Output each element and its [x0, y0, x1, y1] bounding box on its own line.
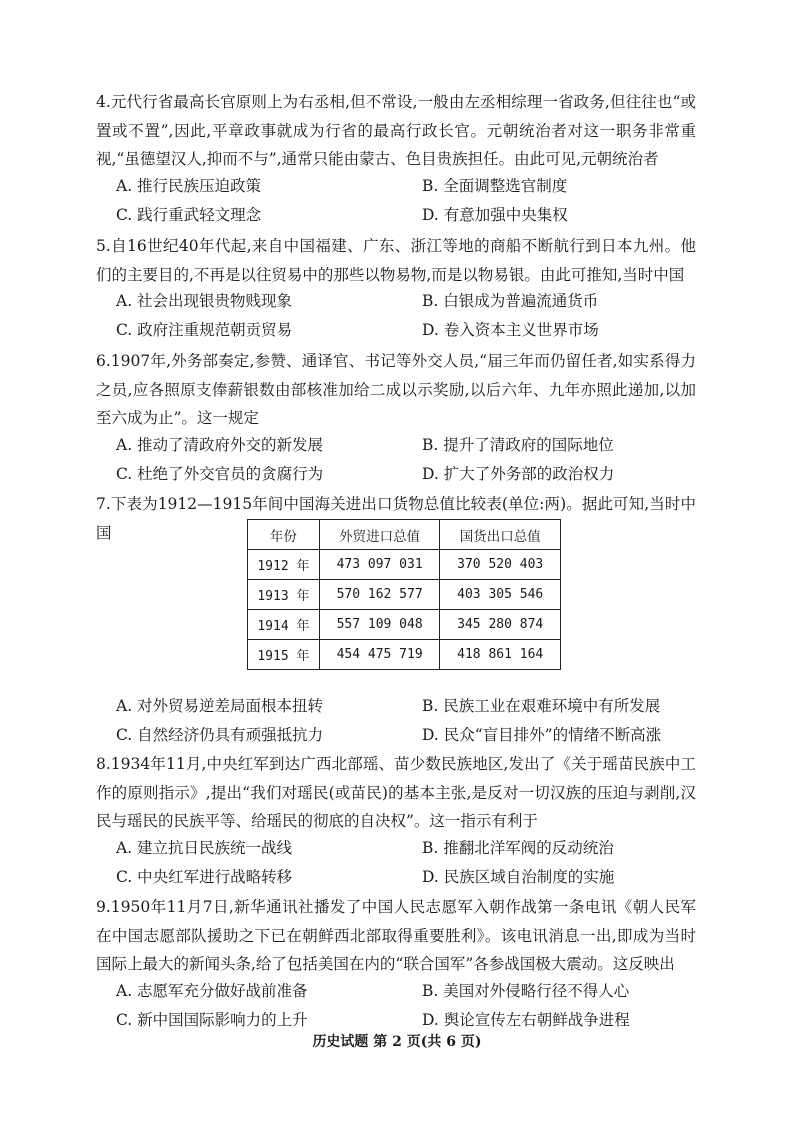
- question-7-options: [96, 694, 696, 752]
- table-cell: 1914 年: [248, 610, 320, 640]
- table-cell: 557 109 048: [319, 610, 440, 640]
- question-7-option-a: A. 对外贸易逆差局面根本扭转: [116, 697, 324, 715]
- question-5-stem: 5.自16世纪40年代起,来自中国福建、广东、浙江等地的商船不断航行到日本九州。他们的主要目的,不再是以往贸易中的那些以物易物,而是以物易银。由此可推知,当时中国: [96, 237, 696, 284]
- table-cell: 1915 年: [248, 640, 320, 670]
- question-6-stem: 6.1907年,外务部奏定,参赞、通译官、书记等外交人员,“届三年而仍留任者,如实系得力之员,应各照原支俸薪银数由部核准加给二成以示奖励,以后六年、九年亦照此递加,以加至六成为止”。这一规定: [96, 352, 696, 427]
- question-8-option-b: B. 推翻北洋军阀的反动统治: [422, 838, 614, 857]
- question-6-option-d: D. 扩大了外务部的政治权力: [422, 464, 615, 483]
- table-cell: 403 305 546: [440, 580, 561, 610]
- question-8-options: [96, 836, 696, 894]
- table-cell: 370 520 403: [440, 550, 561, 580]
- page-footer: 历史试题 第 2 页(共 6 页): [312, 1034, 482, 1050]
- question-9-options: [96, 979, 696, 1037]
- table-cell: 473 097 031: [319, 550, 440, 580]
- question-8-option-a: A. 建立抗日民族统一战线: [116, 838, 293, 857]
- question-4-option-c: C. 践行重武轻文理念: [116, 205, 262, 224]
- table-cell: 570 162 577: [319, 580, 440, 610]
- question-8-option-d: D. 民族区域自治制度的实施: [422, 867, 615, 886]
- table-cell: 345 280 874: [440, 610, 561, 640]
- trade-table-header: 年份: [248, 520, 320, 550]
- question-5: [96, 232, 696, 347]
- question-5-option-a: A. 社会出现银贵物贱现象: [116, 292, 293, 310]
- trade-table-header: 国货出口总值: [440, 520, 561, 550]
- question-9-option-a: A. 志愿军充分做好战前准备: [116, 981, 308, 1000]
- question-8: [96, 750, 696, 894]
- question-5-option-c: C. 政府注重规范朝贡贸易: [116, 321, 293, 339]
- table-cell: 1913 年: [248, 580, 320, 610]
- question-4: [96, 88, 696, 232]
- question-7-option-d: D. 民众“盲目排外”的情绪不断高涨: [422, 726, 662, 744]
- question-4-option-b: B. 全面调整选官制度: [422, 176, 568, 195]
- question-7-stem: 7.下表为1912—1915年间中国海关进出口货物总值比较表(单位:两)。据此可知,当时中国: [96, 495, 696, 542]
- question-9-option-c: C. 新中国国际影响力的上升: [116, 1010, 308, 1029]
- table-cell: 1912 年: [248, 550, 320, 580]
- question-5-options: [96, 289, 696, 347]
- question-8-option-c: C. 中央红军进行战略转移: [116, 867, 293, 886]
- question-6-option-b: B. 提升了清政府的国际地位: [422, 435, 614, 454]
- table-row: [248, 610, 561, 640]
- question-9-stem: 9.1950年11月7日,新华通讯社播发了中国人民志愿军入朝作战第一条电讯《朝人民军在中国志愿部队援助之下已在朝鲜西北部取得重要胜利》。该电讯消息一出,即成为当时国际上最大的新闻头条,给了包括美国在内的“联合国军”各参战国极大震动。这反映出: [96, 898, 696, 973]
- question-4-option-a: A. 推行民族压迫政策: [116, 176, 262, 195]
- question-6-option-a: A. 推动了清政府外交的新发展: [116, 435, 324, 454]
- question-6-options: [96, 433, 696, 491]
- question-9: [96, 893, 696, 1037]
- question-9-option-d: D. 舆论宣传左右朝鲜战争进程: [422, 1010, 630, 1029]
- question-5-option-d: D. 卷入资本主义世界市场: [422, 321, 599, 339]
- question-4-option-d: D. 有意加强中央集权: [422, 205, 568, 224]
- table-cell: 418 861 164: [440, 640, 561, 670]
- table-row: [248, 580, 561, 610]
- question-7-option-b: B. 民族工业在艰难环境中有所发展: [422, 697, 661, 715]
- question-7-option-c: C. 自然经济仍具有顽强抵抗力: [116, 726, 324, 744]
- trade-table: [247, 519, 561, 670]
- table-cell: 454 475 719: [319, 640, 440, 670]
- question-4-stem: 4.元代行省最高长官原则上为右丞相,但不常设,一般由左丞相综理一省政务,但往往也“或置或不置”,因此,平章政事就成为行省的最高行政长官。元朝统治者对这一职务非常重视,“虽德望汉人,抑而不与”,通常只能由蒙古、色目贵族担任。由此可见,元朝统治者: [96, 93, 696, 168]
- question-6: [96, 347, 696, 491]
- question-8-stem: 8.1934年11月,中央红军到达广西北部瑶、苗少数民族地区,发出了《关于瑶苗民族中工作的原则指示》,提出“我们对瑶民(或苗民)的基本主张,是反对一切汉族的压迫与剥削,汉民与瑶民的民族平等、给瑶民的彻底的自决权”。这一指示有利于: [96, 755, 696, 830]
- question-9-option-b: B. 美国对外侵略行径不得人心: [422, 981, 630, 1000]
- question-4-options: [96, 174, 696, 232]
- table-row: [248, 640, 561, 670]
- table-row: [248, 550, 561, 580]
- trade-table-header-row: [248, 520, 561, 550]
- question-7-options-block: [96, 694, 696, 752]
- question-5-option-b: B. 白银成为普遍流通货币: [422, 292, 599, 310]
- trade-table-header: 外贸进口总值: [319, 520, 440, 550]
- question-6-option-c: C. 杜绝了外交官员的贪腐行为: [116, 464, 324, 483]
